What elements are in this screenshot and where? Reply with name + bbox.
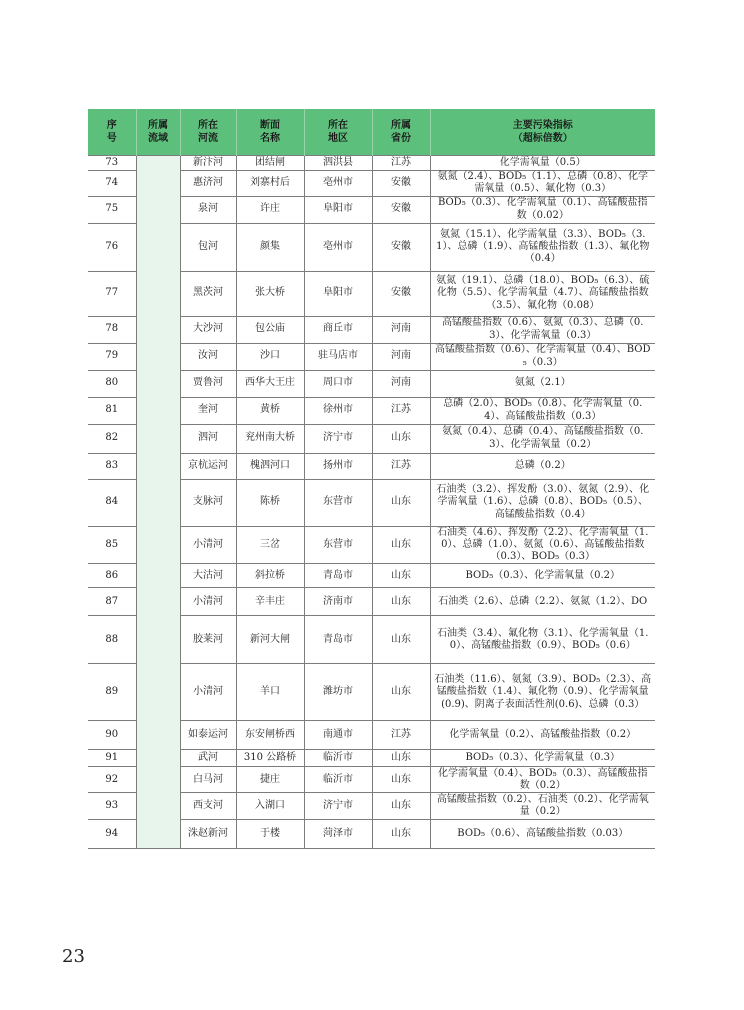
- cell-pollutants: 化学需氧量（0.2）、高锰酸盐指数（0.2）: [430, 721, 655, 750]
- cell-section: 包公庙: [236, 316, 304, 343]
- cell-pollutants: 氨氮（19.1）、总磷（18.0）、BOD₅（6.3）、硫化物（5.5）、化学需氧量（4.7）、高锰酸盐指数（3.5）、氟化物（0.08）: [430, 271, 655, 316]
- cell-section: 刘寨村后: [236, 171, 304, 197]
- cell-river: 洙赵新河: [180, 820, 236, 849]
- cell-river: 京杭运河: [180, 453, 236, 479]
- cell-river: 贾鲁河: [180, 370, 236, 397]
- cell-pollutants: 石油类（3.4）、氟化物（3.1）、化学需氧量（1.0）、高锰酸盐指数（0.9）、BOD₅（0.6）: [430, 616, 655, 664]
- cell-province: 江苏: [372, 156, 430, 171]
- cell-province: 山东: [372, 820, 430, 849]
- cell-no: 87: [88, 588, 136, 616]
- header-pollutants: 主要污染指标 （超标倍数）: [430, 109, 655, 156]
- cell-province: 山东: [372, 750, 430, 767]
- cell-section: 新河大闸: [236, 616, 304, 664]
- cell-river: 汝河: [180, 343, 236, 370]
- cell-section: 张大桥: [236, 271, 304, 316]
- cell-section: 团结闸: [236, 156, 304, 171]
- cell-province: 山东: [372, 664, 430, 721]
- cell-river: 泗河: [180, 424, 236, 453]
- cell-section: 西华大王庄: [236, 370, 304, 397]
- cell-province: 江苏: [372, 397, 430, 424]
- cell-province: 河南: [372, 316, 430, 343]
- cell-river: 大沽河: [180, 564, 236, 588]
- cell-river: 小清河: [180, 588, 236, 616]
- cell-section: 沙口: [236, 343, 304, 370]
- cell-region: 潍坊市: [304, 664, 372, 721]
- cell-pollutants: 氨氮（15.1）、化学需氧量（3.3）、BOD₅（3.1）、总磷（1.9）、高锰酸盐指数（1.3）、氟化物（0.4）: [430, 223, 655, 271]
- cell-no: 88: [88, 616, 136, 664]
- cell-basin: [136, 156, 180, 849]
- cell-section: 东安闸桥西: [236, 721, 304, 750]
- cell-region: 临沂市: [304, 767, 372, 793]
- cell-section: 斜拉桥: [236, 564, 304, 588]
- cell-no: 94: [88, 820, 136, 849]
- pollution-table: [88, 109, 655, 849]
- cell-river: 小清河: [180, 664, 236, 721]
- cell-region: 徐州市: [304, 397, 372, 424]
- page-number: 23: [62, 946, 85, 967]
- cell-river: 胶莱河: [180, 616, 236, 664]
- cell-province: 江苏: [372, 721, 430, 750]
- cell-pollutants: 氨氮（2.4）、BOD₅（1.1）、总磷（0.8）、化学需氧量（0.5）、氟化物（0.3）: [430, 171, 655, 197]
- cell-no: 89: [88, 664, 136, 721]
- cell-section: 兖州南大桥: [236, 424, 304, 453]
- cell-river: 惠济河: [180, 171, 236, 197]
- cell-river: 武河: [180, 750, 236, 767]
- table-header-row: [88, 109, 655, 156]
- cell-pollutants: 石油类（11.6）、氨氮（3.9）、BOD₅（2.3）、高锰酸盐指数（1.4）、氟化物（0.9）、化学需氧量(0.9)、阴离子表面活性剂(0.6)、总磷（0.3）: [430, 664, 655, 721]
- header-river: 所在 河流: [180, 109, 236, 156]
- cell-province: 安徽: [372, 271, 430, 316]
- cell-province: 山东: [372, 793, 430, 820]
- cell-region: 阜阳市: [304, 196, 372, 223]
- table-row: [88, 156, 655, 171]
- cell-region: 亳州市: [304, 223, 372, 271]
- cell-region: 南通市: [304, 721, 372, 750]
- cell-pollutants: 石油类（3.2）、挥发酚（3.0）、氨氮（2.9）、化学需氧量（1.6）、总磷（0.8）、BOD₅（0.5）、高锰酸盐指数（0.4）: [430, 479, 655, 526]
- cell-province: 安徽: [372, 223, 430, 271]
- cell-province: 江苏: [372, 453, 430, 479]
- cell-region: 驻马店市: [304, 343, 372, 370]
- cell-pollutants: BOD₅（0.3）、化学需氧量（0.1）、高锰酸盐指数（0.02）: [430, 196, 655, 223]
- cell-no: 73: [88, 156, 136, 171]
- cell-pollutants: 氨氮（2.1）: [430, 370, 655, 397]
- cell-region: 东营市: [304, 526, 372, 564]
- header-basin: 所属 流域: [136, 109, 180, 156]
- cell-province: 山东: [372, 564, 430, 588]
- cell-region: 扬州市: [304, 453, 372, 479]
- cell-no: 85: [88, 526, 136, 564]
- cell-pollutants: 石油类（4.6）、挥发酚（2.2）、化学需氧量（1.0）、总磷（1.0）、氨氮（0.6）、高锰酸盐指数（0.3）、BOD₅（0.3）: [430, 526, 655, 564]
- cell-section: 三岔: [236, 526, 304, 564]
- cell-section: 羊口: [236, 664, 304, 721]
- cell-river: 白马河: [180, 767, 236, 793]
- cell-river: 如泰运河: [180, 721, 236, 750]
- cell-region: 周口市: [304, 370, 372, 397]
- cell-no: 86: [88, 564, 136, 588]
- cell-province: 河南: [372, 370, 430, 397]
- cell-region: 泗洪县: [304, 156, 372, 171]
- cell-river: 西支河: [180, 793, 236, 820]
- cell-no: 77: [88, 271, 136, 316]
- cell-province: 山东: [372, 588, 430, 616]
- cell-pollutants: 氨氮（0.4）、总磷（0.4）、高锰酸盐指数（0.3）、化学需氧量（0.2）: [430, 424, 655, 453]
- cell-no: 82: [88, 424, 136, 453]
- header-section: 断面 名称: [236, 109, 304, 156]
- cell-no: 79: [88, 343, 136, 370]
- cell-region: 青岛市: [304, 564, 372, 588]
- header-region: 所在 地区: [304, 109, 372, 156]
- cell-region: 阜阳市: [304, 271, 372, 316]
- cell-pollutants: 化学需氧量（0.5）: [430, 156, 655, 171]
- cell-pollutants: 化学需氧量（0.4）、BOD₅（0.3）、高锰酸盐指数（0.2）: [430, 767, 655, 793]
- cell-section: 捷庄: [236, 767, 304, 793]
- cell-region: 济宁市: [304, 793, 372, 820]
- cell-section: 许庄: [236, 196, 304, 223]
- cell-section: 颜集: [236, 223, 304, 271]
- cell-province: 河南: [372, 343, 430, 370]
- table-body: [88, 156, 655, 849]
- cell-region: 东营市: [304, 479, 372, 526]
- cell-no: 74: [88, 171, 136, 197]
- cell-region: 亳州市: [304, 171, 372, 197]
- cell-pollutants: 高锰酸盐指数（0.6）、化学需氧量（0.4）、BOD₅（0.3）: [430, 343, 655, 370]
- cell-no: 92: [88, 767, 136, 793]
- cell-pollutants: 石油类（2.6）、总磷（2.2）、氨氮（1.2）、DO: [430, 588, 655, 616]
- cell-no: 76: [88, 223, 136, 271]
- cell-river: 小清河: [180, 526, 236, 564]
- cell-pollutants: BOD₅（0.6）、高锰酸盐指数（0.03）: [430, 820, 655, 849]
- cell-pollutants: 高锰酸盐指数（0.6）、氨氮（0.3）、总磷（0.3）、化学需氧量（0.3）: [430, 316, 655, 343]
- cell-no: 84: [88, 479, 136, 526]
- cell-section: 310 公路桥: [236, 750, 304, 767]
- cell-province: 安徽: [372, 171, 430, 197]
- cell-pollutants: BOD₅（0.3）、化学需氧量（0.3）: [430, 750, 655, 767]
- cell-province: 山东: [372, 616, 430, 664]
- cell-province: 山东: [372, 424, 430, 453]
- cell-river: 奎河: [180, 397, 236, 424]
- cell-no: 75: [88, 196, 136, 223]
- cell-province: 安徽: [372, 196, 430, 223]
- cell-province: 山东: [372, 526, 430, 564]
- cell-section: 陈桥: [236, 479, 304, 526]
- cell-river: 包河: [180, 223, 236, 271]
- cell-pollutants: BOD₅（0.3）、化学需氧量（0.2）: [430, 564, 655, 588]
- cell-no: 91: [88, 750, 136, 767]
- cell-section: 黄桥: [236, 397, 304, 424]
- cell-province: 山东: [372, 479, 430, 526]
- cell-river: 新汴河: [180, 156, 236, 171]
- cell-river: 泉河: [180, 196, 236, 223]
- cell-pollutants: 总磷（2.0）、BOD₅（0.8）、化学需氧量（0.4）、高锰酸盐指数（0.3）: [430, 397, 655, 424]
- cell-section: 入湖口: [236, 793, 304, 820]
- header-province: 所属 省份: [372, 109, 430, 156]
- header-no: 序 号: [88, 109, 136, 156]
- cell-region: 临沂市: [304, 750, 372, 767]
- cell-no: 83: [88, 453, 136, 479]
- cell-region: 菏泽市: [304, 820, 372, 849]
- cell-no: 78: [88, 316, 136, 343]
- cell-section: 于楼: [236, 820, 304, 849]
- cell-river: 大沙河: [180, 316, 236, 343]
- cell-section: 辛丰庄: [236, 588, 304, 616]
- cell-no: 93: [88, 793, 136, 820]
- cell-region: 济南市: [304, 588, 372, 616]
- cell-no: 90: [88, 721, 136, 750]
- cell-province: 山东: [372, 767, 430, 793]
- cell-region: 商丘市: [304, 316, 372, 343]
- cell-section: 槐泗河口: [236, 453, 304, 479]
- cell-region: 济宁市: [304, 424, 372, 453]
- cell-no: 80: [88, 370, 136, 397]
- cell-region: 青岛市: [304, 616, 372, 664]
- cell-pollutants: 总磷（0.2）: [430, 453, 655, 479]
- cell-river: 支脉河: [180, 479, 236, 526]
- cell-pollutants: 高锰酸盐指数（0.2）、石油类（0.2）、化学需氧量（0.2）: [430, 793, 655, 820]
- cell-river: 黑茨河: [180, 271, 236, 316]
- cell-no: 81: [88, 397, 136, 424]
